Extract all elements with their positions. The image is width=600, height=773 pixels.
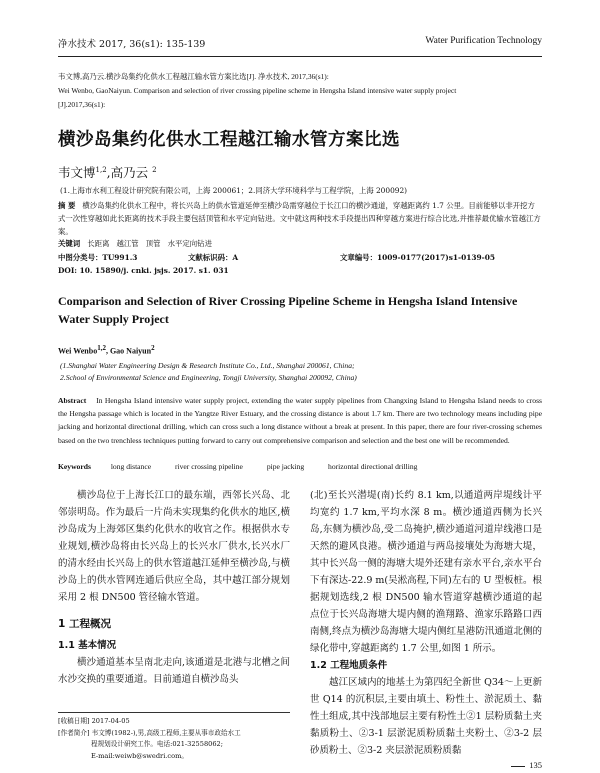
- abstract-cn-label: 摘 要: [58, 201, 76, 210]
- author-1-en-sup: 1,2: [97, 344, 106, 352]
- body-column-right: [310, 487, 542, 759]
- keyword-en: long distance: [110, 462, 152, 471]
- article-number: 文章编号：1009-0177(2017)s1-0139-05: [340, 253, 496, 262]
- body-column-left: [58, 487, 290, 688]
- section-heading-1: 1 工程概况: [58, 618, 111, 630]
- author-info-cont: 程规划设计研究工作。电话:021-32558062;: [91, 740, 223, 748]
- keywords-cn: [58, 238, 212, 249]
- authors-cn: 韦文博$^{1,2}$,高乃云 $^2$: [58, 165, 157, 180]
- keyword-en: river crossing pipeline: [175, 462, 243, 471]
- keyword-cn: 长距离: [87, 239, 110, 248]
- subsection-heading-1-2: 1.2 工程地质条件: [310, 660, 388, 671]
- author-2-sup: 2: [152, 165, 157, 174]
- document-code: 文献标识码：A: [188, 253, 239, 262]
- abstract-en-label: Abstract: [58, 396, 87, 405]
- keywords-cn-label: 关键词: [58, 239, 81, 248]
- title-en: Comparison and Selection of River Crossing Pipeline Scheme in Hengsha Island Intensive Water Supply Project: [58, 294, 518, 326]
- affiliation-en-line1: (1.Shanghai Water Engineering Design & Research Institute Co., Ltd., Shanghai 200061, China;: [60, 361, 355, 370]
- citation-en-line1: Wei Wenbo, GaoNaiyun. Comparison and selection of river crossing pipeline scheme in Hengsha Island intensive water supply project: [58, 86, 457, 95]
- affiliation-en: [60, 360, 357, 384]
- abstract-cn-text: 横沙岛集约化供水工程中，将长兴岛上的供水管道延伸至横沙岛需穿越位于长江口的横沙通道，穿越距离约 1.7 公里。目前能够以非开挖方式一次性穿越如此长距离的技术手段主要包括顶管和水平定向钻进。文中就这两种技术手段提出四种穿越方案进行综合比选,并推荐最优输水管越江方案。: [58, 201, 541, 236]
- keyword-en: horizontal directional drilling: [328, 462, 418, 471]
- clc-number: 中图分类号：TU991.3: [58, 253, 138, 262]
- page-number: 135: [511, 760, 542, 770]
- subsection-heading-1-1: 1.1 基本情况: [58, 640, 117, 651]
- affiliation-en-line2: 2.School of Environmental Science and Engineering, Tongji University, Shanghai 200092, China): [60, 373, 357, 382]
- author-2-en-sup: 2: [151, 344, 155, 352]
- paragraph-1-2: 越江区域内的地基土为第四纪全新世 Q34～上更新世 Q14 的沉积层,主要由填土、粉性土、淤泥质土、黏性土组成,其中浅部地层主要有粉性土②1 层粉质黏土夹黏质粉土、②3-1 层淤泥质粉质黏土夹粉土、②3-2 层砂质粉土、②3-2 夹层淤泥质粉质黏: [310, 677, 542, 756]
- author-2-cn: 高乃云: [110, 165, 149, 180]
- author-1-sup: 1,2: [95, 165, 107, 174]
- author-info: [作者简介] 韦文博(1982-),男,高级工程师,主要从事市政给水工: [58, 728, 241, 737]
- keyword-en: pipe jacking: [266, 462, 305, 471]
- abstract-en-text: In Hengsha Island intensive water supply project, extending the water supply pipelines from Changxing Island to Hengsha Island needs to cross the Hengsha passage which is located in the Yangtze River Estuary, and the crossing distance is about 1.7 km. There are two technology means including pipe jacking and horizontal directional drilling, which can cross such a long distance without a break at present. In this paper, there are four river-crossing schemes based on the two trenchless techniques putting forward to carry out comprehensive comparison and selection and the best one will be recommended.: [58, 396, 542, 445]
- journal-name-en: Water Purification Technology: [425, 36, 542, 46]
- keyword-cn: 越江管: [116, 239, 139, 248]
- citation-en-line2: [J].2017,36(s1):: [58, 100, 106, 109]
- intro-paragraph: 横沙岛位于上海长江口的最东端，西邻长兴岛、北邻崇明岛。作为最后一片尚未实现集约化供水的地区,横沙岛成为上海郊区集约化供水的收官之作。根据供水专业规划,横沙岛将由长兴岛上的长兴水厂供水,长兴水厂的清水经由长兴岛上的供水管道越江延伸至横沙岛,与横沙岛上的供水管网连通后供应全岛，其中越江部分规划采用 2 根 DN500 管径输水管道。: [58, 490, 290, 603]
- authors-en: Wei Wenbo$^{1,2}$, Gao Naiyun$^2$: [58, 344, 155, 356]
- abstract-cn: [58, 199, 542, 238]
- keyword-cn: 顶管: [145, 239, 161, 248]
- citation-block: [58, 70, 542, 112]
- abstract-en: [58, 394, 542, 447]
- keyword-cn: 水平定向钻进: [167, 239, 212, 248]
- author-email: E-mail:weiwb@swedri.com。: [91, 751, 188, 760]
- journal-info-cn: 净水技术 2017, 36(s1): 135-139: [58, 39, 206, 50]
- received-date: [收稿日期] 2017-04-05: [58, 717, 130, 725]
- keywords-en-label: Keywords: [58, 462, 91, 471]
- author-1-en: Wei Wenbo: [58, 346, 98, 356]
- footnote-rule: [58, 712, 290, 713]
- doi: DOI: 10. 15890/j. cnki. jsjs. 2017. s1. 031: [58, 266, 229, 275]
- citation-cn: 韦文博,高乃云.横沙岛集约化供水工程越江输水管方案比选[J]. 净水技术, 2017,36(s1):: [58, 72, 329, 81]
- header-rule: [58, 56, 542, 57]
- title-cn: 横沙岛集约化供水工程越江输水管方案比选: [58, 130, 400, 150]
- author-1-cn: 韦文博: [58, 165, 96, 180]
- paragraph-1-1: 横沙通道基本呈南北走向,该通道是北港与北槽之间水沙交换的重要通道。目前通道自横沙岛头: [58, 657, 290, 685]
- footnote: [58, 716, 298, 762]
- author-2-en: Gao Naiyun: [109, 346, 152, 356]
- paragraph-1-1-cont: (北)至长兴潜堤(南)长约 8.1 km,以通道两岸堤线计平均宽约 1.7 km,平均水深 8 m。横沙通道西侧为长兴岛,东侧为横沙岛,受二岛掩护,横沙通道河道岸线港口是天然的避风良港。横沙通道与两岛接壤处为海塘大堤，其中长兴岛一侧的海塘大堤外还建有亲水平台,亲水平台下有深达-22.9 m(吴淞高程,下同)左右的 U 型板桩。根据规划选线,2 根 DN500 输水管道穿越横沙通道的起点位于长兴岛海塘大堤内侧的渔翔路、渔家乐路路口西南侧,终点为横沙岛海塘大堤内侧红星港防汛通道北侧的绿化带中,穿越距离约 1.7 公里,如图 1 所示。: [310, 490, 542, 654]
- affiliation-cn: (1.上海市水利工程设计研究院有限公司，上海 200061；2.同济大学环境科学与工程学院，上海 200092): [60, 186, 408, 195]
- keywords-en: [58, 462, 439, 471]
